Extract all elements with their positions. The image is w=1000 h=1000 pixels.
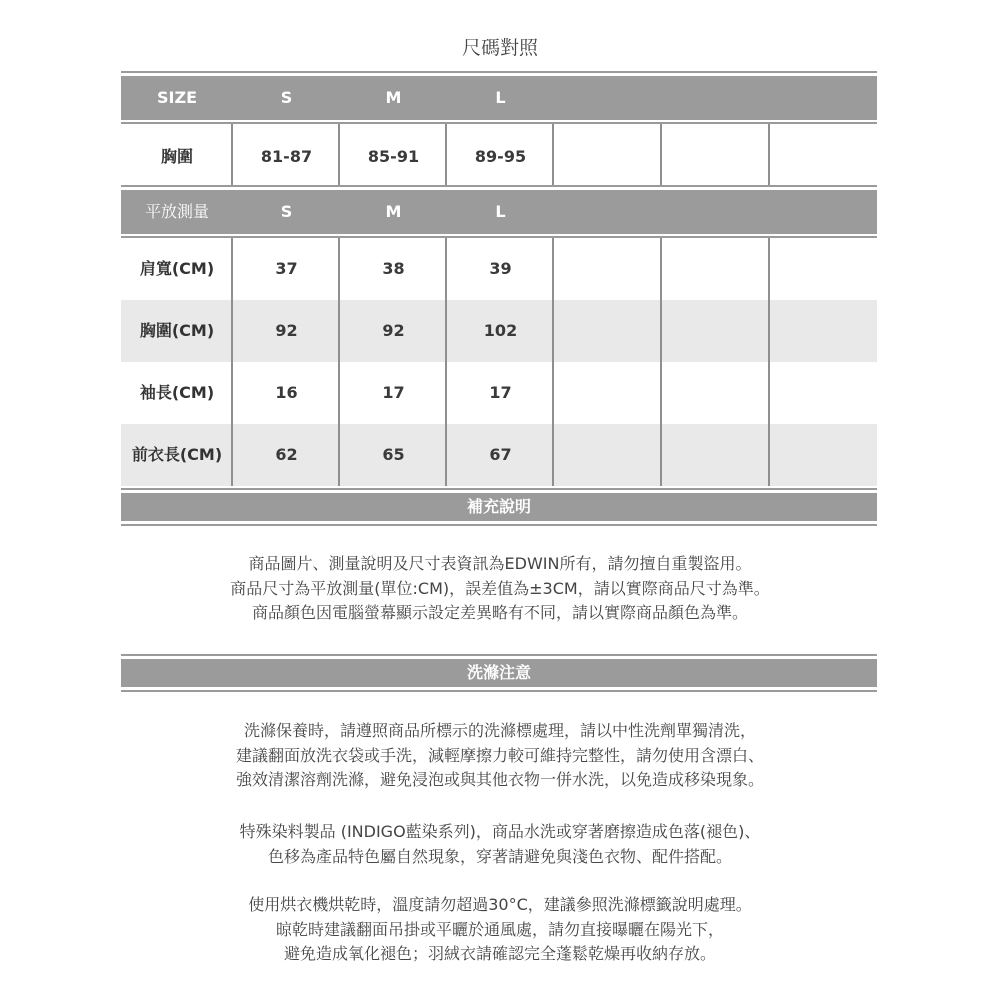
column-divider (445, 238, 447, 486)
cell-value: 39 (489, 259, 512, 278)
column-divider (552, 238, 554, 486)
column-divider (660, 238, 662, 486)
measure-header-s: S (280, 202, 293, 221)
cell-value: 65 (382, 445, 405, 464)
table-row (121, 300, 877, 362)
column-divider (231, 124, 233, 186)
care-line: 洗滌保養時，請遵照商品所標示的洗滌標處理，請以中性洗劑單獨清洗， (243, 721, 756, 740)
size-header-l: L (495, 88, 506, 107)
cell-value: 37 (275, 259, 298, 278)
cell-value: 16 (275, 383, 298, 402)
measure-header-label: 平放測量 (144, 202, 209, 221)
cell-value: 62 (275, 445, 298, 464)
size-header-s: S (280, 88, 293, 107)
divider (121, 185, 877, 187)
divider (121, 122, 877, 124)
measure-header-m: M (385, 202, 402, 221)
divider (121, 524, 877, 526)
row-label: 肩寬(CM) (139, 259, 215, 278)
table-row (121, 362, 877, 424)
cell-value: 85-91 (367, 147, 420, 166)
column-divider (768, 238, 770, 486)
column-divider (552, 124, 554, 186)
notes-text (0, 552, 1000, 626)
notes-line: 商品顏色因電腦螢幕顯示設定差異略有不同，請以實際商品顏色為準。 (251, 603, 748, 622)
column-divider (768, 124, 770, 186)
care-line: 避免造成氧化褪色；羽絨衣請確認完全蓬鬆乾燥再收納存放。 (283, 944, 716, 963)
column-divider (338, 124, 340, 186)
care-title-bar: 洗滌注意 (121, 659, 877, 687)
divider (121, 654, 877, 656)
column-divider (660, 124, 662, 186)
care-line: 使用烘衣機烘乾時，溫度請勿超過30°C，建議參照洗滌標籤說明處理。 (248, 895, 752, 914)
care-line: 色移為產品特色屬自然現象，穿著請避免與淺色衣物、配件搭配。 (267, 846, 732, 866)
cell-value: 17 (382, 383, 405, 402)
row-label: 胸圍 (160, 147, 193, 166)
notes-title-bar: 補充說明 (121, 493, 877, 521)
row-label: 袖長(CM) (139, 383, 215, 402)
care-line: 建議翻面放洗衣袋或手洗，減輕摩擦力較可維持完整性，請勿使用含漂白、 (235, 745, 764, 765)
column-divider (338, 238, 340, 486)
page-title: 尺碼對照 (461, 37, 538, 59)
table-row (121, 424, 877, 486)
cell-value: 38 (382, 259, 405, 278)
cell-value: 92 (382, 321, 405, 340)
column-divider (231, 238, 233, 486)
row-label: 前衣長(CM) (131, 445, 223, 464)
cell-value: 17 (489, 383, 512, 402)
care-paragraph (0, 820, 1000, 869)
care-line: 特殊染料製品 (INDIGO藍染系列)，商品水洗或穿著磨擦造成色落(褪色)、 (239, 822, 761, 841)
divider (121, 488, 877, 490)
care-line: 強效清潔溶劑洗滌，避免浸泡或與其他衣物一併水洗，以免造成移染現象。 (235, 770, 764, 789)
cell-value: 89-95 (474, 147, 527, 166)
size-header-bar (121, 76, 877, 120)
notes-line: 商品圖片、測量說明及尺寸表資訊為EDWIN所有，請勿擅自重製盜用。 (248, 554, 752, 573)
notes-line: 商品尺寸為平放測量(單位:CM)，誤差值為±3CM，請以實際商品尺寸為準。 (230, 578, 770, 598)
size-header-m: M (385, 88, 402, 107)
care-paragraph (0, 893, 1000, 967)
cell-value: 81-87 (260, 147, 313, 166)
table-row (121, 238, 877, 300)
table-row (121, 126, 877, 188)
measure-header-l: L (495, 202, 506, 221)
cell-value: 102 (483, 321, 518, 340)
divider (121, 690, 877, 692)
care-line: 晾乾時建議翻面吊掛或平曬於通風處，請勿直接曝曬在陽光下， (275, 919, 724, 939)
cell-value: 92 (275, 321, 298, 340)
size-header-label: SIZE (156, 88, 197, 107)
measure-header-bar (121, 190, 877, 234)
divider (121, 71, 877, 73)
care-paragraph (0, 719, 1000, 793)
column-divider (445, 124, 447, 186)
row-label: 胸圍(CM) (139, 321, 215, 340)
cell-value: 67 (489, 445, 512, 464)
